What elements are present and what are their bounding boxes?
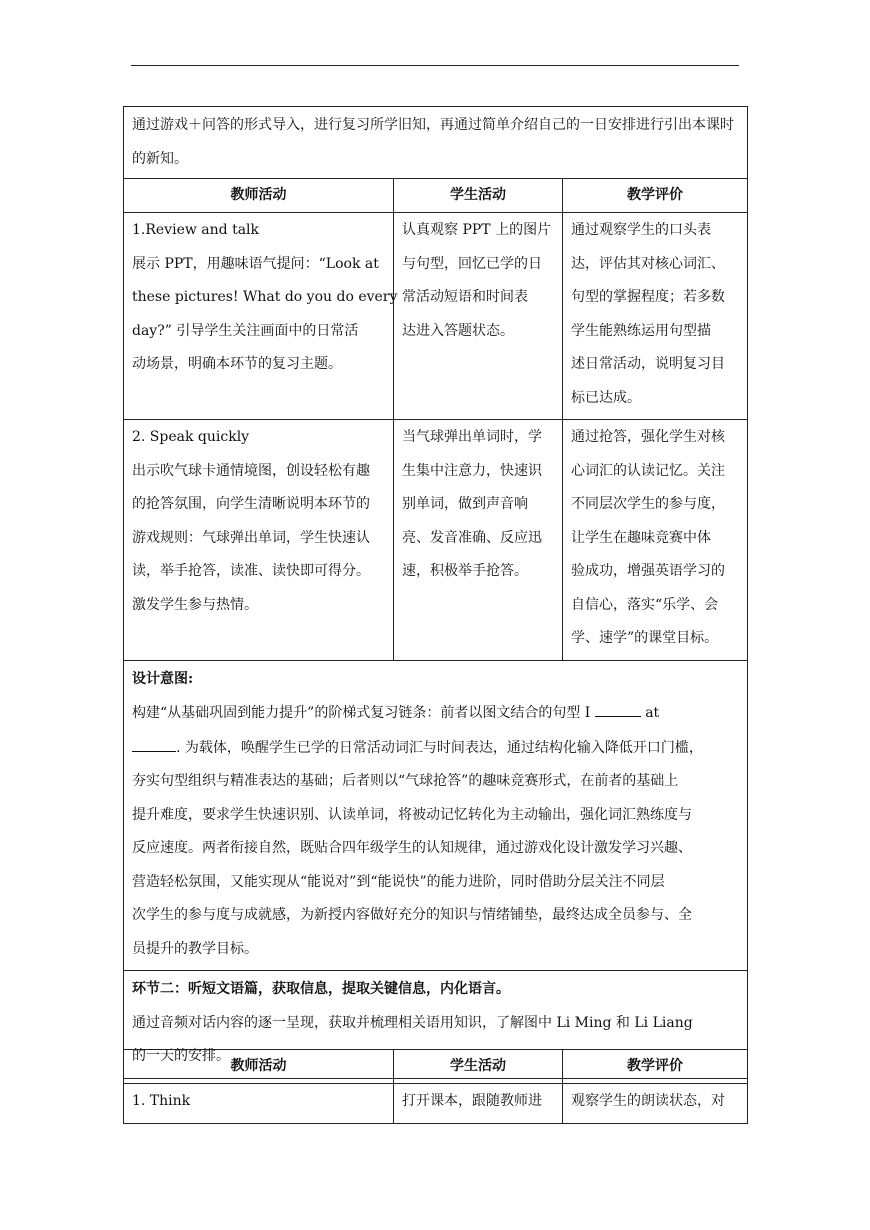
teaching-evaluation bbox=[563, 1084, 748, 1124]
intro-text: 通过游戏＋问答的形式导入，进行复习所学旧知，再通过简单介绍自己的一日安排进行引出本课时的新知。 bbox=[124, 107, 748, 179]
teaching-evaluation bbox=[563, 213, 748, 420]
text-line bbox=[132, 696, 739, 731]
text-line: 通过抢答，强化学生对核 bbox=[571, 429, 725, 445]
text-line: 学、速学”的课堂目标。 bbox=[571, 630, 719, 646]
text-line: 生集中注意力，快速识 bbox=[402, 462, 542, 479]
activity-title: 1. Think bbox=[132, 1093, 191, 1109]
teacher-activity bbox=[124, 420, 394, 661]
activity-title: 1.Review and talk bbox=[132, 222, 259, 238]
header-row bbox=[124, 1050, 748, 1084]
text-line: these pictures! What do you do every bbox=[132, 289, 398, 305]
text-line: 别单词，做到声音响 bbox=[402, 496, 528, 512]
student-activity bbox=[394, 420, 563, 661]
text-line: 读，举手抢答，读准、读快即可得分。 bbox=[132, 563, 370, 579]
header-evaluation: 教学评价 bbox=[563, 1050, 748, 1084]
design-row bbox=[124, 660, 748, 971]
text-line: 心词汇的认读记忆。关注 bbox=[571, 462, 725, 479]
text-line: 次学生的参与度与成就感，为新授内容做好充分的知识与情绪铺垫，最终达成全员参与、全 bbox=[132, 907, 692, 923]
text-line: 员提升的教学目标。 bbox=[132, 940, 258, 957]
header-teacher: 教师活动 bbox=[124, 1050, 394, 1084]
header-row bbox=[124, 179, 748, 213]
design-title: 设计意图: bbox=[132, 670, 194, 687]
text-line: 验成功，增强英语学习的 bbox=[571, 563, 725, 579]
text-line: 自信心，落实“乐学、会 bbox=[571, 596, 719, 613]
text-line: 出示吹气球卡通情境图，创设轻松有趣 bbox=[132, 462, 370, 479]
text-line: 速，积极举手抢答。 bbox=[402, 563, 528, 579]
student-activity bbox=[394, 213, 563, 420]
blank-line bbox=[132, 731, 176, 752]
text-line: 句型的掌握程度；若多数 bbox=[571, 289, 725, 305]
text-line: 学生能熟练运用句型描 bbox=[571, 322, 711, 339]
text-line: 展示 PPT，用趣味语气提问：“Look at bbox=[132, 255, 379, 272]
blank-line bbox=[595, 696, 641, 717]
header-student: 学生活动 bbox=[394, 1050, 563, 1084]
teaching-evaluation bbox=[563, 420, 748, 661]
text-line: 打开课本，跟随教师进 bbox=[402, 1093, 542, 1109]
activity-row bbox=[124, 213, 748, 420]
intro-row bbox=[124, 107, 748, 179]
header-rule bbox=[131, 65, 739, 66]
design-intent bbox=[124, 660, 748, 971]
text-line: 达，评估其对核心词汇、 bbox=[571, 255, 725, 272]
text-line bbox=[132, 731, 739, 766]
text-line: 夯实句型组织与精准表达的基础；后者则以“气球抢答”的趣味竞赛形式，在前者的基础上 bbox=[132, 773, 679, 789]
text-line: 亮、发音准确、反应迅 bbox=[402, 529, 542, 546]
text-line: 常活动短语和时间表 bbox=[402, 289, 528, 305]
text-line: 认真观察 PPT 上的图片 bbox=[402, 222, 552, 238]
text-line: 提升难度，要求学生快速识别、认读单词，将被动记忆转化为主动输出，强化词汇熟练度与 bbox=[132, 806, 692, 823]
text-line: 激发学生参与热情。 bbox=[132, 596, 258, 613]
text-line: 述日常活动，说明复习目 bbox=[571, 356, 725, 372]
header-evaluation: 教学评价 bbox=[563, 179, 748, 213]
text-line: 达进入答题状态。 bbox=[402, 322, 514, 339]
design-line1-post: at bbox=[645, 705, 660, 721]
text-line: 动场景，明确本环节的复习主题。 bbox=[132, 356, 342, 372]
text-line: 与句型，回忆已学的日 bbox=[402, 255, 542, 272]
activity-row bbox=[124, 420, 748, 661]
teacher-activity bbox=[124, 213, 398, 420]
design-line2-post: . 为载体，唤醒学生已学的日常活动词汇与时间表达，通过结构化输入降低开口门槛， bbox=[176, 739, 703, 756]
header-teacher: 教师活动 bbox=[124, 179, 394, 213]
text-line: 不同层次学生的参与度， bbox=[571, 496, 725, 512]
text-line: 标已达成。 bbox=[571, 389, 641, 406]
activity-row bbox=[124, 1084, 748, 1124]
text-line: 营造轻松氛围，又能实现从“能说对”到“能说快”的能力进阶，同时借助分层关注不同层 bbox=[132, 873, 665, 890]
text-line: 反应速度。两者衔接自然，既贴合四年级学生的认知规律，通过游戏化设计激发学习兴趣、 bbox=[132, 840, 692, 856]
text-line: 让学生在趣味竞赛中体 bbox=[571, 529, 711, 546]
lesson-table-2 bbox=[123, 1049, 748, 1124]
activity-title: 2. Speak quickly bbox=[132, 429, 250, 445]
text-line: 游戏规则：气球弹出单词，学生快速认 bbox=[132, 529, 370, 546]
section2-title: 环节二：听短文语篇，获取信息，提取关键信息，内化语言。 bbox=[132, 981, 510, 997]
text-line: 当气球弹出单词时，学 bbox=[402, 429, 542, 445]
teacher-activity bbox=[124, 1084, 394, 1124]
text-line: 观察学生的朗读状态，对 bbox=[571, 1093, 725, 1109]
design-line1-pre: 构建“从基础巩固到能力提升”的阶梯式复习链条：前者以图文结合的句型 I bbox=[132, 705, 591, 721]
text-line: day?” 引导学生关注画面中的日常活 bbox=[132, 322, 359, 339]
text-line: 通过观察学生的口头表 bbox=[571, 222, 711, 238]
lesson-table bbox=[123, 106, 748, 1079]
text-line: 的一天的安排。 bbox=[132, 1048, 230, 1064]
student-activity bbox=[394, 1084, 563, 1124]
text-line: 通过音频对话内容的逐一呈现，获取并梳理相关语用知识，了解图中 Li Ming 和 Li Liang bbox=[132, 1014, 693, 1031]
text-line: 的抢答氛围，向学生清晰说明本环节的 bbox=[132, 496, 370, 512]
header-student: 学生活动 bbox=[394, 179, 563, 213]
